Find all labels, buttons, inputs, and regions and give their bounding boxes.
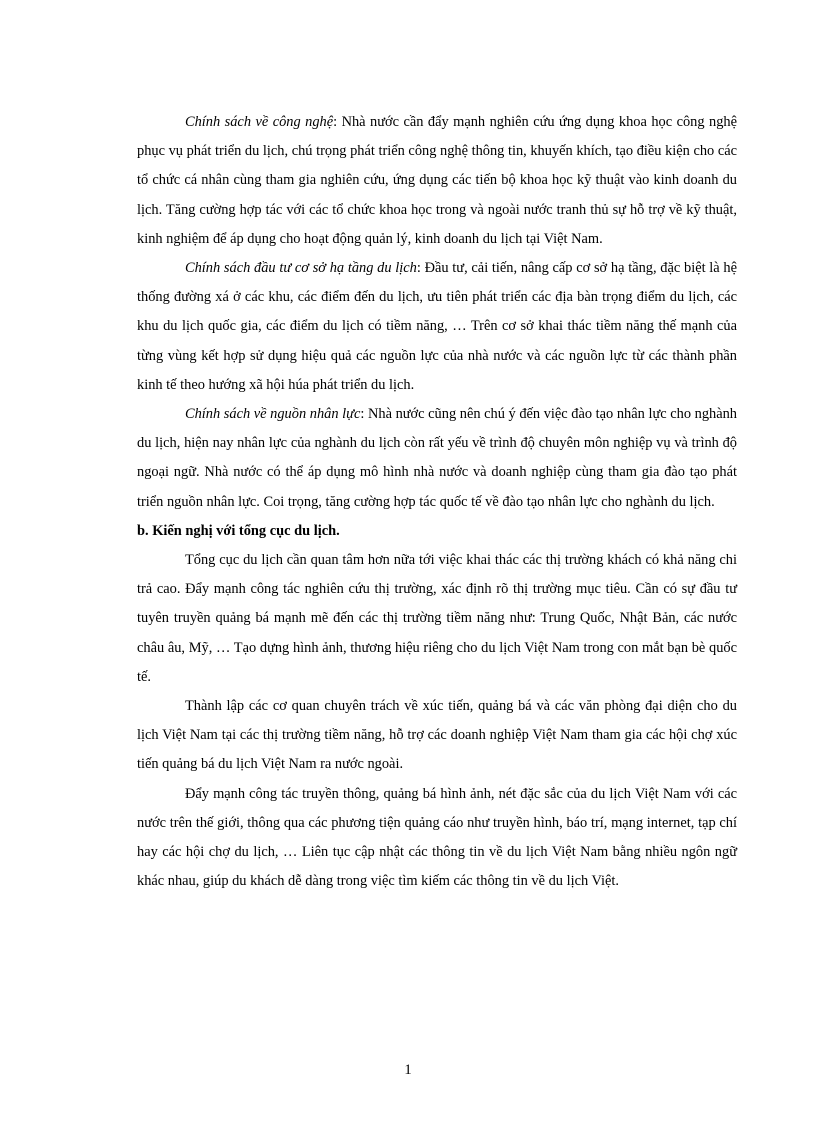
paragraph-text: : Nhà nước cũng nên chú ý đến việc đào tạo nhân lực cho nghành du lịch, hiện nay nhân lực của nghành du lịch còn rất yếu về trình độ chuyên môn nghiệp vụ và trình độ ngoại ngữ. Nhà nước có thể áp dụng mô hình nhà nước và doanh nghiệp cùng tham gia đào tạo phát triển nguồn nhân lực. Coi trọng, tăng cường hợp tác quốc tế về đào tạo nhân lực cho nghành du lịch. (137, 406, 737, 510)
italic-lead: Chính sách đầu tư cơ sở hạ tầng du lịch (185, 260, 417, 277)
paragraph-human-resource-policy (137, 400, 737, 517)
paragraph-communication: Đẩy mạnh công tác truyền thông, quảng bá hình ảnh, nét đặc sắc của du lịch Việt Nam với các nước trên thế giới, thông qua các phương tiện quảng cáo như truyền hình, báo trí, mạng internet, tạp chí hay các hội chợ du lịch, … Liên tục cập nhật các thông tin về du lịch Việt Nam bằng nhiều ngôn ngữ khác nhau, giúp du khách dễ dàng trong việc tìm kiếm các thông tin về du lịch Việt. (137, 785, 737, 890)
paragraph-promotion-offices: Thành lập các cơ quan chuyên trách về xúc tiến, quảng bá và các văn phòng đại diện cho du lịch Việt Nam tại các thị trường tiềm năng, hỗ trợ các doanh nghiệp Việt Nam tham gia các hội chợ xúc tiến quảng bá du lịch Việt Nam ra nước ngoài. (137, 698, 737, 773)
section-heading: b. Kiến nghị với tổng cục du lịch. (137, 522, 340, 539)
italic-lead: Chính sách về nguồn nhân lực (185, 406, 361, 423)
paragraph-text: : Nhà nước cần đẩy mạnh nghiên cứu ứng dụng khoa học công nghệ phục vụ phát triển du lịch, chú trọng phát triển công nghệ thông tin, khuyến khích, tạo điều kiện cho các tổ chức cá nhân cùng tham gia nghiên cứu, ứng dụng các tiến bộ khoa học kỹ thuật vào kinh doanh du lịch. Tăng cường hợp tác với các tổ chức khoa học trong và ngoài nước tranh thủ sự hỗ trợ về kỹ thuật, kinh nghiệm để áp dụng cho hoạt động quản lý, kinh doanh du lịch tại Việt Nam. (137, 114, 737, 247)
page-number: 1 (404, 1062, 412, 1078)
paragraph-market-research: Tổng cục du lịch cần quan tâm hơn nữa tới việc khai thác các thị trường khách có khả năng chi trả cao. Đẩy mạnh công tác nghiên cứu thị trường, xác định rõ thị trường mục tiêu. Cần có sự đầu tư tuyên truyền quảng bá mạnh mẽ đến các thị trường tiềm năng như: Trung Quốc, Nhật Bản, các nước châu âu, Mỹ, … Tạo dựng hình ảnh, thương hiệu riêng cho du lịch Việt Nam trong con mắt bạn bè quốc tế. (137, 552, 737, 685)
paragraph-technology-policy (137, 108, 737, 254)
paragraph-text: : Đầu tư, cải tiến, nâng cấp cơ sở hạ tầng, đặc biệt là hệ thống đường xá ở các khu, các điểm đến du lịch, ưu tiên phát triển các địa bàn trọng điểm du lịch, các khu du lịch quốc gia, các điểm du lịch có tiềm năng, … Trên cơ sở khai thác tiềm năng thế mạnh của từng vùng kết hợp sử dụng hiệu quả các nguồn lực của nhà nước và các nguồn lực từ các thành phần kinh tế theo hướng xã hội húa phát triển du lịch. (137, 260, 738, 393)
document-body (137, 108, 737, 896)
italic-lead: Chính sách về công nghệ (185, 114, 334, 130)
paragraph-infrastructure-policy (137, 254, 737, 400)
